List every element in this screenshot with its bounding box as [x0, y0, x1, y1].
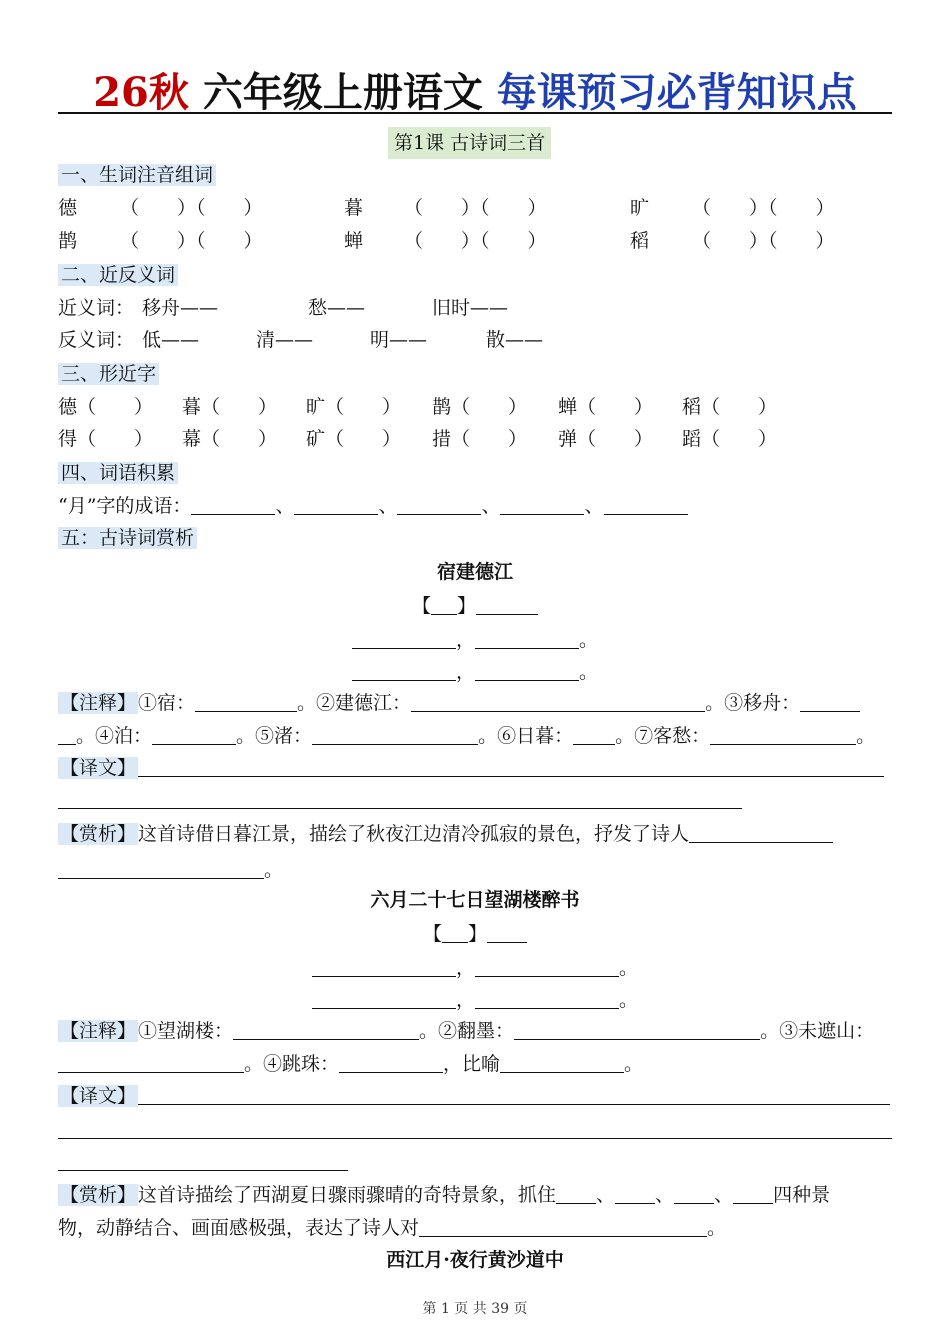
poem2-verse-1: ， 。	[0, 954, 950, 982]
analysis-text: 四种景	[773, 1184, 831, 1206]
analysis-tag: 【赏析】	[60, 1184, 137, 1206]
poem3-title: 西江月·夜行黄沙道中	[386, 1249, 564, 1271]
analysis-text: 这首诗借日暮江景，描绘了秋夜江边清冷孤寂的景色，抒发了诗人	[138, 823, 690, 845]
idiom-blank[interactable]	[604, 496, 688, 515]
poem1-analysis	[58, 820, 833, 848]
pinyin-blank[interactable]: （ ）（ ）	[120, 197, 263, 219]
similar-pair[interactable]: 矿（ ）	[306, 428, 402, 450]
poem2-analysis-line-2: 物，动静结合、画面感极强，表达了诗人对 。	[58, 1217, 727, 1239]
pinyin-char: 稻	[630, 230, 650, 252]
idiom-blank[interactable]	[294, 496, 378, 515]
section-heading-1	[58, 161, 216, 189]
idiom-blank[interactable]	[191, 496, 275, 515]
title-underline	[58, 112, 892, 114]
poem2-analysis: 【赏析】 这首诗描绘了西湖夏日骤雨骤晴的奇特景象，抓住 、 、 、 四种景	[60, 1184, 831, 1206]
title-grade: 六年级上册语文	[202, 69, 483, 116]
verse-blank[interactable]	[352, 630, 456, 649]
synonyms-label: 近义词：	[58, 297, 135, 319]
verse-blank[interactable]	[312, 958, 456, 977]
poem1-notes-line-1: 【注释】 ①宿： 。②建德江： 。③移舟：	[58, 689, 860, 717]
pinyin-row-1	[58, 194, 892, 222]
synonym-item[interactable]: 移舟——	[142, 297, 219, 319]
pinyin-char: 蝉	[344, 230, 364, 252]
poem1-notes-line-2: 。④泊： 。⑤渚： 。⑥日暮： 。⑦客愁： 。	[58, 722, 875, 750]
pinyin-blank[interactable]: （ ）（ ）	[120, 230, 263, 252]
note-blank[interactable]	[58, 1054, 244, 1073]
page-title	[0, 68, 950, 118]
translation-blank[interactable]	[138, 758, 884, 777]
section-heading-5	[58, 524, 197, 552]
translation-tag: 【译文】	[60, 757, 137, 779]
note-blank[interactable]	[411, 693, 705, 712]
pinyin-row-2	[58, 227, 892, 255]
note-blank[interactable]	[500, 1054, 624, 1073]
poem2-title: 六月二十七日望湖楼醉书	[370, 889, 580, 911]
section-heading-2	[58, 261, 178, 289]
section-label: 二、近反义词	[58, 264, 178, 286]
author-blank[interactable]	[487, 924, 527, 943]
idioms-prompt: “月”字的成语：	[58, 495, 192, 517]
title-year: 26秋	[93, 69, 189, 116]
analysis-text: 物，动静结合、画面感极强，表达了诗人对	[58, 1217, 420, 1239]
poem2-verse-2: ， 。	[0, 986, 950, 1014]
similar-pair[interactable]: 幕（ ）	[182, 428, 278, 450]
note-blank[interactable]	[800, 693, 860, 712]
page-footer: 第 1 页 共 39 页	[422, 1301, 528, 1317]
translation-blank-line[interactable]	[58, 808, 742, 809]
analysis-blank[interactable]	[689, 824, 833, 843]
poem1-verse-2: ， 。	[0, 658, 950, 686]
antonyms-label: 反义词：	[58, 329, 135, 351]
notes-tag: 【注释】	[60, 1020, 137, 1042]
note-blank[interactable]	[339, 1054, 443, 1073]
analysis-blank[interactable]	[733, 1185, 773, 1204]
note-blank[interactable]	[195, 693, 297, 712]
section-label: 四、词语积累	[58, 462, 178, 484]
section-label: 五：古诗词赏析	[58, 527, 197, 549]
verse-blank[interactable]	[352, 662, 456, 681]
similar-pair[interactable]: 德（ ）	[58, 396, 154, 418]
verse-blank[interactable]	[475, 662, 579, 681]
poem1-translation	[58, 754, 884, 782]
author-blank[interactable]	[476, 596, 538, 615]
note-blank[interactable]	[514, 1021, 760, 1040]
pinyin-char: 旷	[630, 197, 650, 219]
poem2-author-line: 【 】	[0, 920, 950, 948]
notes-tag: 【注释】	[60, 692, 137, 714]
analysis-blank[interactable]	[615, 1185, 655, 1204]
poem1-analysis-line-2: 。	[58, 856, 283, 884]
antonym-item[interactable]: 散——	[486, 329, 544, 351]
analysis-tag: 【赏析】	[60, 823, 137, 845]
analysis-blank[interactable]	[674, 1185, 714, 1204]
pinyin-char: 暮	[344, 197, 364, 219]
note-blank[interactable]	[58, 726, 76, 745]
section-label: 三、形近字	[58, 363, 159, 385]
similar-pair[interactable]: 稻（ ）	[682, 396, 778, 418]
section-heading-3	[58, 360, 159, 388]
synonym-item[interactable]: 愁——	[308, 297, 366, 319]
verse-blank[interactable]	[475, 958, 619, 977]
pinyin-char: 德	[58, 197, 78, 219]
antonyms-row	[58, 326, 892, 354]
lesson-title: 第1课 古诗词三首	[388, 127, 551, 159]
analysis-blank[interactable]	[556, 1185, 596, 1204]
translation-blank-line[interactable]	[58, 1170, 348, 1171]
poem1-title: 宿建德江	[436, 561, 513, 583]
verse-blank[interactable]	[475, 990, 619, 1009]
pinyin-blank[interactable]: （ ）（ ）	[692, 197, 835, 219]
dynasty-blank[interactable]	[431, 596, 457, 615]
translation-blank[interactable]	[138, 1086, 890, 1105]
idiom-blank[interactable]	[500, 496, 584, 515]
antonym-item[interactable]: 清——	[256, 329, 314, 351]
note-blank[interactable]	[710, 726, 856, 745]
similar-pair[interactable]: 措（ ）	[432, 428, 528, 450]
poem1-author-line: 【 】	[0, 592, 950, 620]
antonym-item[interactable]: 明——	[370, 329, 428, 351]
idiom-blank[interactable]	[397, 496, 481, 515]
similar-chars-row-1	[58, 393, 892, 421]
idioms-row: “月”字的成语： 、 、 、 、	[58, 492, 688, 520]
synonym-item[interactable]: 旧时——	[432, 297, 509, 319]
pinyin-char: 鹊	[58, 230, 78, 252]
section-heading-4	[58, 459, 178, 487]
verse-blank[interactable]	[312, 990, 456, 1009]
similar-chars-row-2	[58, 425, 892, 453]
pinyin-blank[interactable]: （ ）（ ）	[692, 230, 835, 252]
similar-pair[interactable]: 弹（ ）	[558, 428, 654, 450]
note-blank[interactable]	[152, 726, 236, 745]
poem2-translation	[58, 1082, 890, 1110]
similar-pair[interactable]: 蹈（ ）	[682, 428, 778, 450]
poem1-verse-1: ， 。	[0, 626, 950, 654]
translation-tag: 【译文】	[60, 1085, 137, 1107]
similar-pair[interactable]: 鹊（ ）	[432, 396, 528, 418]
verse-blank[interactable]	[475, 630, 579, 649]
poem2-notes-line-2: 。④跳珠： ，比喻 。	[58, 1050, 643, 1078]
similar-pair[interactable]: 暮（ ）	[182, 396, 278, 418]
similar-pair[interactable]: 旷（ ）	[306, 396, 402, 418]
similar-pair[interactable]: 蝉（ ）	[558, 396, 654, 418]
note-blank[interactable]	[312, 726, 478, 745]
analysis-blank[interactable]	[419, 1218, 707, 1237]
note-blank[interactable]	[233, 1021, 419, 1040]
synonyms-row	[58, 294, 892, 322]
section-label: 一、生词注音组词	[58, 164, 216, 186]
pinyin-blank[interactable]: （ ）（ ）	[404, 197, 547, 219]
pinyin-blank[interactable]: （ ）（ ）	[404, 230, 547, 252]
poem2-notes-line-1: 【注释】 ①望湖楼： 。②翻墨： 。③未遮山：	[60, 1020, 875, 1042]
analysis-text: 这首诗描绘了西湖夏日骤雨骤晴的奇特景象，抓住	[138, 1184, 557, 1206]
analysis-blank[interactable]	[58, 860, 264, 879]
title-topic: 每课预习必背知识点	[496, 69, 857, 116]
note-blank[interactable]	[573, 726, 615, 745]
antonym-item[interactable]: 低——	[142, 329, 200, 351]
translation-blank-line[interactable]	[58, 1138, 892, 1139]
dynasty-blank[interactable]	[442, 924, 468, 943]
similar-pair[interactable]: 得（ ）	[58, 428, 154, 450]
